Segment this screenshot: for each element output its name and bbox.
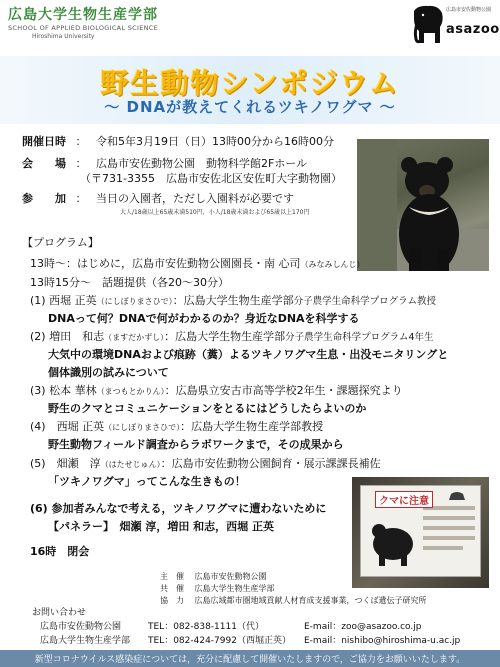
contact-heading: お問い合わせ xyxy=(32,608,87,618)
talk-3-kana: （まつもとかりん） xyxy=(96,387,165,396)
talk-5-kana: （はたせじゅん） xyxy=(100,460,161,469)
covid-notice-bar xyxy=(0,650,500,667)
venue-label: 会 場 xyxy=(22,157,66,170)
talk-2-affil: ：広島大学生物生産学部 xyxy=(164,330,286,343)
contact-univ-org: 広島大学生物生産学部 xyxy=(40,636,131,646)
talk-1-speaker xyxy=(30,292,436,308)
venue-address: （〒731-3355 広島市安佐北区安佐町大字動物園） xyxy=(80,172,342,185)
date-value: 令和5年3月19日（日）13時00分から16時00分 xyxy=(96,135,334,148)
talk-2-topic-2: 個体識別の試みについて xyxy=(48,366,169,379)
contact-zoo-tel: TEL：082-838-1111（代） xyxy=(148,622,264,632)
contact-univ-tel: TEL：082-424-7992（西堀正英） xyxy=(148,636,291,646)
sign-title: クマに注意 xyxy=(375,491,433,508)
opening-text: 13時～：はじめに，広島市安佐動物公園園長・南 心司 xyxy=(30,257,301,270)
university-name-en: Hiroshima University xyxy=(32,33,95,40)
university-name: 広島大学生物生産学部 xyxy=(8,7,158,23)
talk-3-speaker xyxy=(30,382,403,398)
covid-notice-text: 新型コロナウイルス感染症については，充分に配慮して開催いたしますので，ご協力をお願いいたします。 xyxy=(34,655,466,665)
page-subtitle: ～ DNAが教えてくれるツキノワグマ ～ xyxy=(104,98,396,116)
fee-detail: 大人/18歳以上65歳未満510円，小人/18歳未満および65歳以上170円 xyxy=(120,209,310,216)
talk-3-topic: 野生のクマとコミュニケーションをとるにはどうしたらよいのか xyxy=(48,402,367,415)
talk-2-kana: （ますだかずし） xyxy=(104,333,165,342)
date-label: 開催日時 xyxy=(22,135,66,148)
talk-4-affil: ：広島大学生物生産学部教授 xyxy=(180,420,324,433)
talk-6: (6) 参加者みんなで考える，ツキノワグマに遭わないために xyxy=(30,502,327,515)
date-row: 開催日時 ： 令和5年3月19日（日）13時00分から16時00分 xyxy=(22,135,334,148)
header xyxy=(0,0,500,56)
talk-2-speaker xyxy=(30,328,434,344)
contact-zoo-mail: E-mail：zoo@asazoo.co.jp xyxy=(304,622,422,632)
talk-5-topic: 「ツキノワグマ」ってこんな生きもの！ xyxy=(48,475,246,488)
talk-1-name: (1) 西堀 正英 xyxy=(30,294,97,307)
talk-1-affil: ：広島大学生物生産学部 xyxy=(172,294,294,307)
talk-4-kana: （にしぼりまさひで） xyxy=(104,423,181,432)
talk-2-topic-1: 大気中の環境DNAおよび痕跡（糞）よるツキノワグマ生息・出没モニタリングと xyxy=(48,348,449,361)
zoo-name-small: 広島市安佐動物公園 xyxy=(446,7,492,13)
coop-label: 協 力 xyxy=(160,596,184,605)
host-label: 主 催 xyxy=(160,572,184,581)
talk-4-speaker xyxy=(30,418,323,434)
venue-row: 会 場 ： 広島市安佐動物公園 動物科学館2Fホール xyxy=(22,157,308,170)
cohost-row xyxy=(160,583,275,594)
talk-1-role: 分子農学生命科学プログラム教授 xyxy=(293,296,436,307)
zoo-logo-text: asazoo xyxy=(446,22,500,37)
talk-3-name: (3) 松本 華林 xyxy=(30,384,97,397)
coop-value: 広島広域都市圏地域貢献人材育成支援事業，つくば遺伝子研究所 xyxy=(194,596,427,605)
talk-1-topic: DNAって何？DNAで何がわかるのか？身近なDNAを科学する xyxy=(48,312,360,325)
school-name-en: SCHOOL OF APPLIED BIOLOGICAL SCIENCE xyxy=(8,24,159,32)
talks-intro: 13時15分～ 話題提供（各20～30分） xyxy=(30,276,229,289)
talk-5-name: (5) 畑瀬 淳 xyxy=(30,457,101,470)
contact-row-univ xyxy=(40,633,460,646)
talk-2-name: (2) 増田 和志 xyxy=(30,330,105,343)
program-opening xyxy=(30,255,365,271)
fee-row: 参 加 ： 当日の入園者，ただし入園料が必要です xyxy=(22,192,294,205)
host-row xyxy=(160,571,267,582)
cohost-value: 広島大学生物生産学部 xyxy=(194,584,275,593)
program-heading: 【プログラム】 xyxy=(22,236,99,249)
talk-3-affil: ：広島県立安古市高等学校2年生・課題探究より xyxy=(164,384,403,397)
talk-4-name: (4) 西堀 正英 xyxy=(30,420,105,433)
page-title: 野生動物シンポジウム xyxy=(100,67,400,100)
title-banner xyxy=(0,56,500,124)
coop-row xyxy=(160,595,427,606)
panelists: 【パネラー】 畑瀬 淳，増田 和志，西堀 正英 xyxy=(48,520,274,533)
contact-row-zoo xyxy=(40,619,421,632)
closing-time: 16時 閉会 xyxy=(30,545,90,558)
talk-2-role: 分子農学生命科学プログラム4年生 xyxy=(285,332,434,343)
talk-1-kana: （にしぼりまさひで） xyxy=(96,297,173,306)
bear-illustration xyxy=(357,139,489,271)
bear-warning-sign-photo xyxy=(352,477,489,588)
talk-5-affil: ：広島市安佐動物公園飼育・展示課課長補佐 xyxy=(160,457,381,470)
opening-kana: （みなみしんじ） xyxy=(300,260,365,269)
sign-board xyxy=(360,485,481,577)
talk-5-speaker xyxy=(30,455,381,471)
bear-photo xyxy=(357,139,489,271)
contact-zoo-org: 広島市安佐動物公園 xyxy=(40,622,122,632)
fee-value: 当日の入園者，ただし入園料が必要です xyxy=(96,192,294,205)
fee-label: 参 加 xyxy=(22,192,66,205)
venue-value: 広島市安佐動物公園 動物科学館2Fホール xyxy=(96,157,308,170)
host-value: 広島市安佐動物公園 xyxy=(194,572,267,581)
contact-univ-mail: E-mail：nishibo@hiroshima-u.ac.jp xyxy=(304,636,461,646)
cohost-label: 共 催 xyxy=(160,584,184,593)
talk-4-topic: 野生動物フィールド調査からラボワークまで，その成果から xyxy=(48,438,344,451)
